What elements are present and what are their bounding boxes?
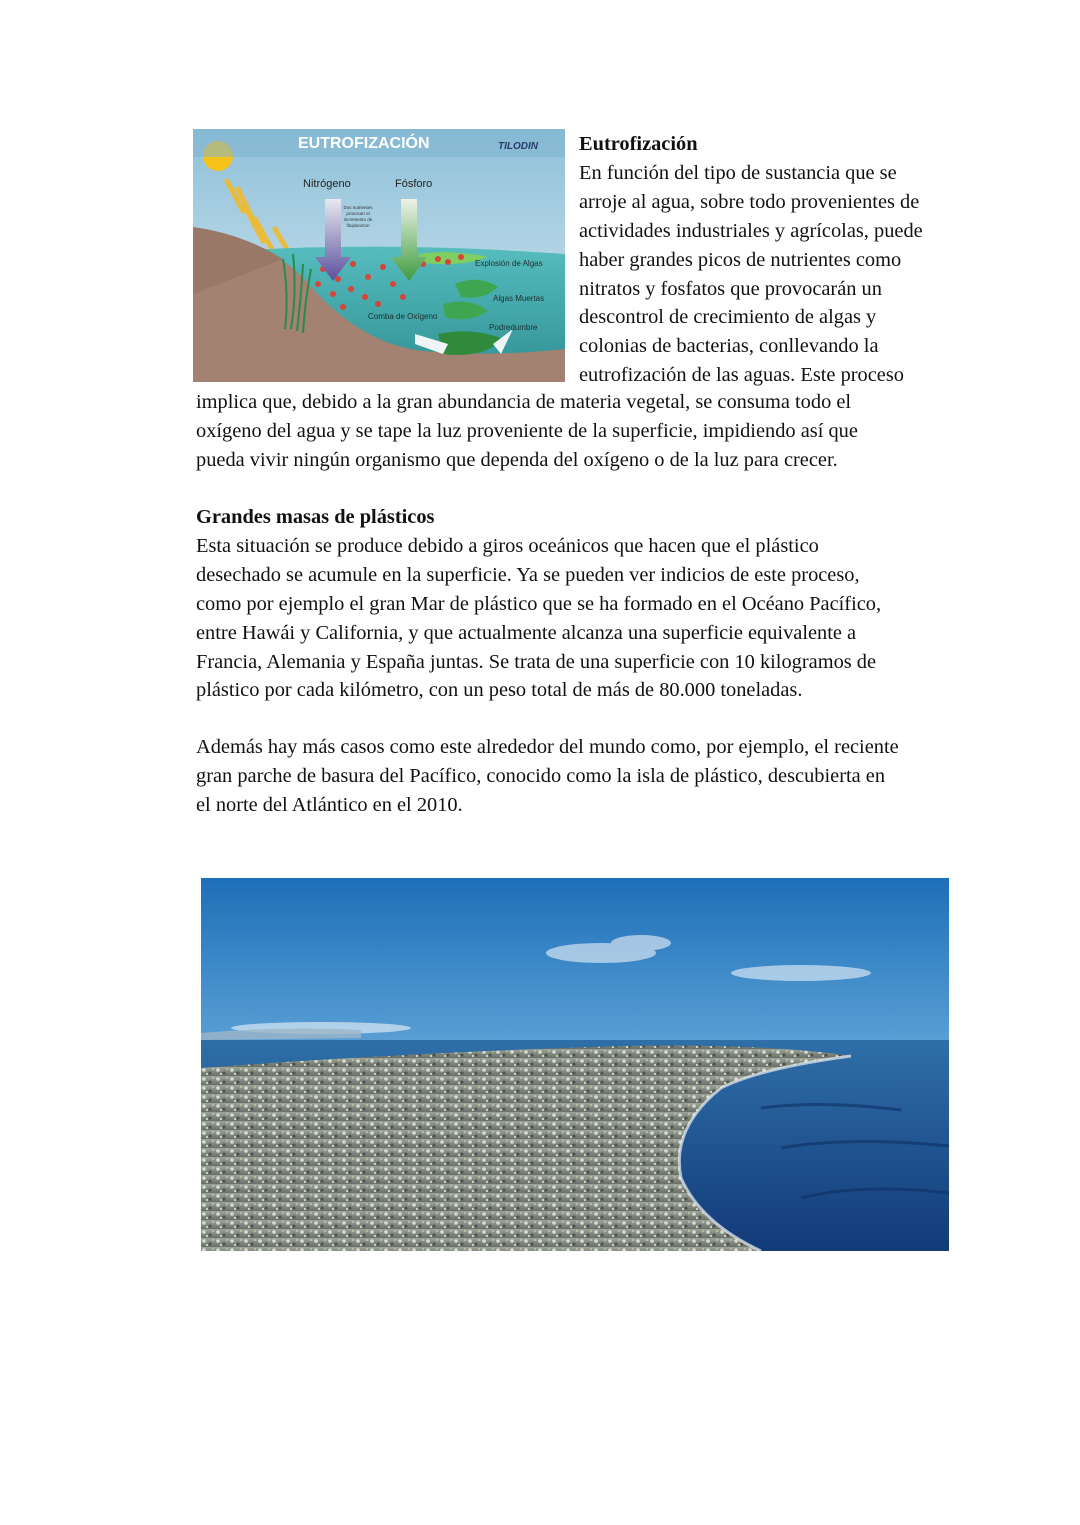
text-line: haber grandes picos de nutrientes como (579, 248, 902, 271)
eutrophication-wrapped-text (579, 130, 959, 390)
note-line-2: provocan el (346, 211, 370, 216)
text-line: Francia, Alemania y España juntas. Se trata de una superficie con 10 kilogramos de (196, 650, 877, 673)
label-phosphorus: Fósforo (395, 178, 433, 190)
eutrophication-paragraph-continued (196, 388, 956, 475)
label-decay: Podredumbre (489, 323, 538, 332)
text-line: nitratos y fosfatos que provocarán un (579, 277, 882, 300)
note-line-4: fitoplancton (346, 223, 370, 228)
label-nitrogen: Nitrógeno (303, 178, 351, 190)
text-line: En función del tipo de sustancia que se (579, 161, 897, 184)
text-line: entre Hawái y California, y que actualmente alcanza una superficie equivalente a (196, 621, 857, 644)
ocean-plastic-photo (201, 878, 949, 1251)
atlantic-garbage-paragraph (196, 733, 956, 820)
text-line: colonias de bacterias, conllevando la (579, 335, 879, 358)
text-line: desechado se acumule en la superficie. Ya se pueden ver indicios de este proceso, (196, 563, 860, 586)
note-line-3: incremento de (343, 217, 373, 222)
plastic-heading: Grandes masas de plásticos (196, 506, 435, 528)
text-line: arroje al agua, sobre todo provenientes de (579, 190, 920, 213)
text-line: como por ejemplo el gran Mar de plástico que se ha formado en el Océano Pacífico, (196, 592, 882, 615)
text-line: pueda vivir ningún organismo que dependa del oxígeno o de la luz para crecer. (196, 448, 838, 471)
figure-logo: TILODIN (498, 141, 538, 152)
text-line: plástico por cada kilómetro, con un peso total de más de 80.000 toneladas. (196, 679, 803, 702)
label-dead-algae: Algas Muertas (493, 294, 545, 303)
text-line: descontrol de crecimiento de algas y (579, 306, 877, 329)
text-line: Además hay más casos como este alrededor del mundo como, por ejemplo, el reciente (196, 736, 899, 758)
eutrophication-diagram (193, 129, 565, 382)
text-line: actividades industriales y agrícolas, puede (579, 219, 923, 242)
text-line: eutrofización de las aguas. Este proceso (579, 364, 904, 387)
text-line: Esta situación se produce debido a giros oceánicos que hacen que el plástico (196, 534, 819, 557)
label-oxygen-bomb: Comba de Oxígeno (368, 312, 438, 321)
eutrophication-heading: Eutrofización (579, 133, 698, 155)
text-line: implica que, debido a la gran abundancia de materia vegetal, se consuma todo el (196, 391, 852, 413)
label-algae-explosion: Explosión de Algas (475, 259, 543, 268)
text-line: oxígeno del agua y se tape la luz proveniente de la superficie, impidiendo así que (196, 419, 858, 442)
note-line-1: Dos nutrientes (343, 205, 373, 210)
text-line: el norte del Atlántico en el 2010. (196, 793, 463, 816)
text-line: gran parche de basura del Pacífico, conocido como la isla de plástico, descubierta en (196, 764, 886, 787)
figure-title: EUTROFIZACIÓN (298, 135, 430, 152)
plastic-masses-section (196, 503, 956, 705)
